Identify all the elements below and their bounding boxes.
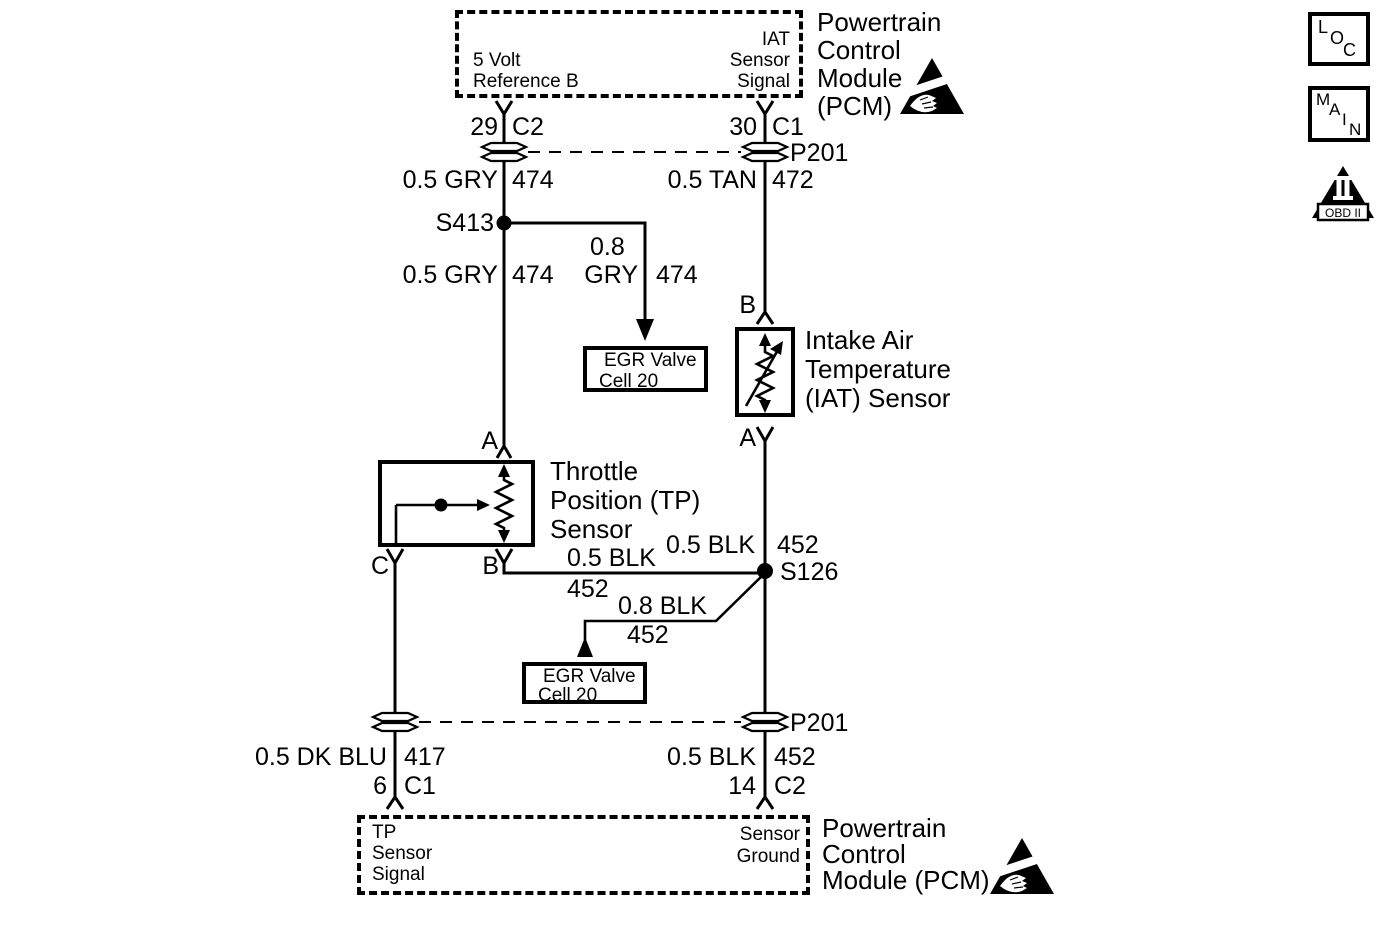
- wire-label: 0.8 BLK: [618, 592, 707, 620]
- pcm-bottom-title-line: Control: [822, 839, 906, 869]
- pcm-pin-label-5v: Reference B: [473, 71, 579, 92]
- tp-terminal-b: B: [482, 552, 499, 580]
- wire-color: GRY: [584, 261, 638, 289]
- inline-connector-p201-top: [482, 143, 787, 161]
- wire-circuit: 472: [772, 166, 814, 194]
- iat-terminal-b: B: [739, 291, 756, 319]
- wire-circuit: 474: [512, 261, 554, 289]
- wire-circuit: 452: [777, 531, 819, 559]
- pin-connector: C2: [512, 113, 544, 141]
- pcm-bottom-title-line: Module (PCM): [822, 865, 990, 895]
- pin-number: 14: [728, 772, 756, 800]
- obd2-label: OBD II: [1324, 206, 1362, 220]
- pin-connector: C2: [774, 772, 806, 800]
- tp-sensor-box: [378, 460, 535, 547]
- iat-title-line: Intake Air: [805, 325, 914, 355]
- pcm-top-title-line: Control: [817, 35, 901, 65]
- wire-gauge: 0.8: [590, 233, 625, 261]
- wire-circuit: 452: [627, 621, 669, 649]
- wire-label: 0.5 TAN: [667, 166, 757, 194]
- wire-circuit: 417: [404, 743, 446, 771]
- iat-title-line: (IAT) Sensor: [805, 383, 951, 413]
- main-letter: M: [1316, 90, 1331, 109]
- tp-title-line: Sensor: [550, 514, 633, 544]
- main-letter: N: [1349, 120, 1362, 139]
- pin-number: 6: [373, 772, 387, 800]
- pcm-bottom-title-line: Powertrain: [822, 813, 947, 843]
- wire-circuit: 474: [656, 261, 698, 289]
- pin-connector: C1: [404, 772, 436, 800]
- connector-label-p201-bottom: P201: [790, 709, 849, 737]
- esd-warning-icon: [986, 838, 1058, 894]
- wire-label: 0.5 DK BLU: [254, 743, 387, 771]
- pcm-pin-label-iat: Sensor: [729, 50, 790, 71]
- egr-reference-text: Cell 20: [538, 685, 598, 706]
- connector-label-p201-top: P201: [790, 139, 849, 167]
- splice-label-s413: S413: [435, 209, 494, 237]
- tp-title-line: Throttle: [550, 456, 639, 486]
- main-button[interactable]: [1308, 86, 1370, 142]
- obd2-badge[interactable]: [1310, 164, 1376, 224]
- loc-letter: C: [1343, 40, 1356, 60]
- splice-s413-dot: [497, 216, 512, 231]
- wire-sensor-ground: [757, 427, 773, 809]
- tp-terminal-a: A: [481, 427, 498, 455]
- pcm-top-title-line: Module: [817, 63, 903, 93]
- wire-label: 0.5 BLK: [667, 743, 756, 771]
- iat-terminal-a: A: [739, 424, 756, 452]
- iat-sensor-box: [735, 327, 795, 417]
- loc-letter: O: [1330, 28, 1345, 48]
- wire-circuit: 474: [512, 166, 554, 194]
- splice-label-s126: S126: [780, 558, 839, 586]
- pcm-pin-label-tp: Signal: [372, 864, 425, 885]
- iat-title-line: Temperature: [805, 354, 951, 384]
- tp-terminal-c: C: [370, 552, 389, 580]
- wire-iat-signal: [757, 101, 773, 324]
- egr-reference-text: EGR Valve: [543, 666, 636, 687]
- pcm-pin-label-5v: 5 Volt: [473, 50, 521, 71]
- pcm-pin-label-tp: TP: [372, 822, 397, 843]
- loc-letter: L: [1318, 17, 1329, 37]
- wire-label: 0.5 GRY: [402, 261, 498, 289]
- wire-circuit: 452: [567, 575, 609, 603]
- esd-warning-icon: [896, 58, 968, 114]
- inline-connector-p201-bottom: [373, 713, 787, 731]
- tp-title-line: Position (TP): [550, 485, 701, 515]
- splice-s126-dot: [757, 563, 773, 579]
- loc-button[interactable]: [1308, 12, 1370, 66]
- egr-reference-text: Cell 20: [599, 371, 659, 392]
- egr-reference-text: EGR Valve: [604, 350, 697, 371]
- wire-label: 0.5 BLK: [567, 544, 656, 572]
- wire-tp-signal: [387, 549, 403, 809]
- pcm-pin-label-tp: Sensor: [372, 843, 433, 864]
- wire-circuit: 452: [774, 743, 816, 771]
- pin-number: 30: [729, 113, 757, 141]
- pcm-pin-label-iat: Signal: [737, 71, 790, 92]
- pcm-top-title-line: (PCM): [817, 91, 893, 121]
- pcm-pin-label-iat: IAT: [761, 29, 790, 50]
- pcm-top-title-line: Powertrain: [817, 7, 942, 37]
- pcm-pin-label-ground: Ground: [736, 846, 800, 867]
- pcm-pin-label-ground: Sensor: [739, 824, 800, 845]
- pin-connector: C1: [772, 113, 804, 141]
- wire-label: 0.5 BLK: [666, 531, 755, 559]
- pin-number: 29: [470, 113, 498, 141]
- wire-label: 0.5 GRY: [402, 166, 498, 194]
- main-letter: I: [1342, 110, 1347, 129]
- main-letter: A: [1329, 100, 1341, 119]
